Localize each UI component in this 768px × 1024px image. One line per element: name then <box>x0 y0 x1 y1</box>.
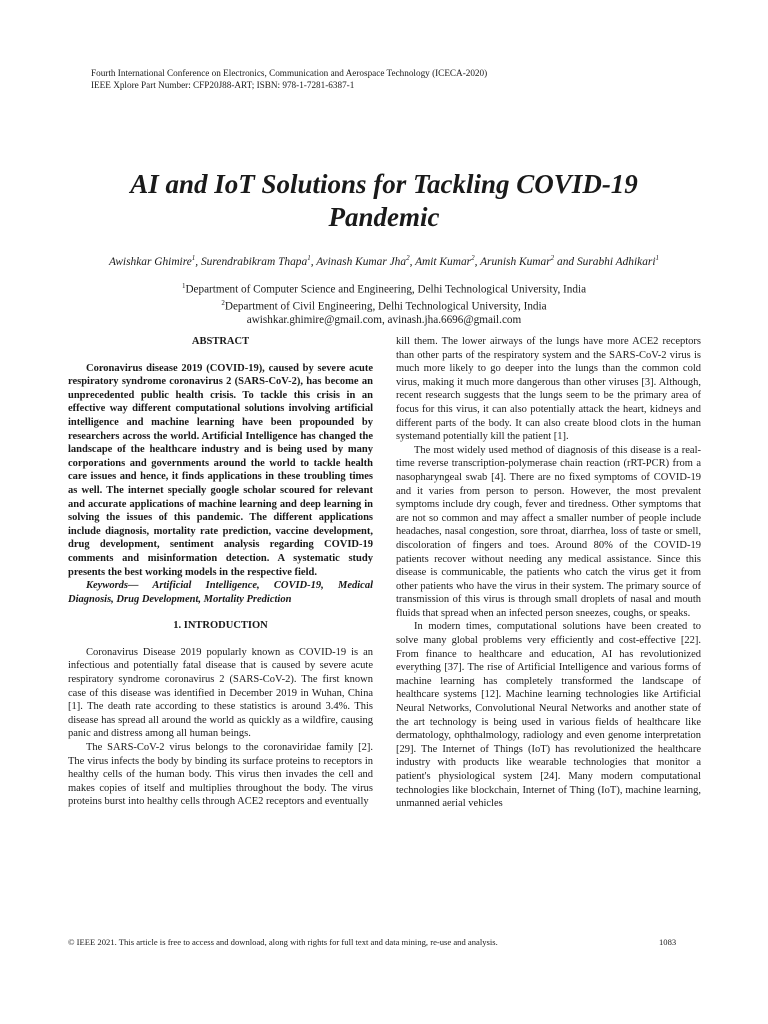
keywords: Keywords— Artificial Intelligence, COVID-19, Medical Diagnosis, Drug Development, Mortality Prediction <box>68 580 373 605</box>
author-separator: , <box>409 255 416 268</box>
page-number: 1083 <box>659 937 677 947</box>
body-paragraph: The most widely used method of diagnosis of this disease is a real-time reverse transcription-polymerase chain reaction (rRT-PCR) from a nasopharyngeal swab [4]. There are no fixed symptoms of COVID-19 and it varies from person to person. However, the most prevalent symptoms include dry cough, fever and tiredness. Other symptoms that are not so common and may affect a smaller number of people include headaches, nasal congestion, sore throat, diarrhea, loss of taste or smell, discoloration of fingers and toes. Around 80% of the COVID-19 patients recover without needing any medical assistance. Since this disease is communicable, the patients who catch the virus get it from other patients who have the virus in their system. The primary source of transmission of this virus is through small droplets of nasal and mouth fluids that spread when an infected person sneezes, coughs, or speaks. <box>396 444 701 619</box>
left-column <box>68 335 373 809</box>
author-affil-mark: 1 <box>655 254 660 262</box>
author-name: Surendrabikram Thapa <box>200 255 308 268</box>
author-affil-mark: 1 <box>191 254 196 262</box>
body-paragraph: In modern times, computational solutions have been created to solve many global problems very efficiently and cost-effective [22]. From finance to healthcare and education, AI has revolutionized everything [37]. The rise of Artificial Intelligence and various forms of machine learning has completely transformed the landscape of healthcare systems [12]. Machine learning technologies like Artificial Neural Networks, Convolutional Neural Networks and another state of the art technology is being used in various fields of healthcare like dermatology, ophthalmology, radiology and even genome interpretation [29]. The Internet of Things (IoT) has revolutionized the healthcare industry with products like wearable technologies that monitor a patient's physiological system [24]. Many modern computational technologies like blockchain, Internet of Thing (IoT), machine learning, unmanned aerial vehicles <box>396 621 701 810</box>
author-name: Awishkar Ghimire <box>108 255 192 268</box>
conference-header <box>91 67 611 91</box>
author-affil-mark: 2 <box>471 254 475 262</box>
author-emails: awishkar.ghimire@gmail.com, avinash.jha.6696@gmail.com <box>246 314 522 327</box>
affiliation-2 <box>60 297 708 314</box>
author-name: Surabhi Adhikari <box>576 255 656 268</box>
intro-paragraph: The SARS-CoV-2 virus belongs to the coronaviridae family [2]. The virus infects the body by binding its surface proteins to receptors in healthy cells of the human body. This virus then invades the cell and makes copies of itself and multiplies throughout the body. The virus proteins burst into healthy cells through ACE2 receptors and eventually <box>68 742 373 808</box>
author-affil-mark: 2 <box>406 254 410 262</box>
author-name: Arunish Kumar <box>480 255 551 268</box>
right-column <box>396 335 701 811</box>
affiliation-text: Department of Computer Science and Engineering, Delhi Technological University, India <box>185 283 587 296</box>
affiliation-mark: 1 <box>181 282 186 290</box>
author-separator: , <box>474 255 481 268</box>
abstract-heading: ABSTRACT <box>191 336 250 347</box>
title-line-1: AI and IoT Solutions for Tackling COVID-19 <box>130 169 638 199</box>
affiliation-mark: 2 <box>221 299 225 308</box>
xplore-isbn: IEEE Xplore Part Number: CFP20J88-ART; ISBN: 978-1-7281-6387-1 <box>91 80 355 90</box>
conference-name: Fourth International Conference on Electronics, Communication and Aerospace Technology (ICECA-2020) <box>91 68 488 78</box>
introduction-heading: 1. INTRODUCTION <box>173 620 268 632</box>
author-affil-mark: 2 <box>550 254 555 262</box>
body-paragraph: kill them. The lower airways of the lungs have more ACE2 receptors than other parts of the respiratory system and the SARS-CoV-2 virus is much more likely to go deeper into the lungs than the common cold virus, making it much more dangerous than other viruses [3]. Although, recent research suggests that the lungs seem to be the primary area of focus for this virus, it can also potentially attack the heart, kidneys and different parts of the body. It can also create blood clots in the human systemand potentially kill the patient [1]. <box>396 336 701 443</box>
copyright-notice: © IEEE 2021. This article is free to access and download, along with rights for full text and data mining, re-use and analysis. <box>68 937 498 947</box>
paper-title <box>60 168 708 234</box>
affiliation-1 <box>60 280 708 297</box>
author-affil-mark: 1 <box>307 254 311 262</box>
author-separator: , <box>195 255 201 268</box>
affiliation-text: Department of Civil Engineering, Delhi Technological University, India <box>224 300 547 313</box>
author-name: Avinash Kumar Jha <box>316 255 407 268</box>
author-name: Amit Kumar <box>415 255 472 268</box>
author-separator: , <box>310 255 317 268</box>
affiliations <box>60 280 708 328</box>
author-separator: and <box>554 255 577 268</box>
author-list <box>30 254 738 268</box>
abstract-body: Coronavirus disease 2019 (COVID-19), caused by severe acute respiratory syndrome coronavirus 2 (SARS-CoV-2), has become an unprecedented public health crisis. To tackle this crisis in an effective way different computational solutions involving artificial intelligence and machine learning have been propounded by researchers across the world. Artificial Intelligence has changed the landscape of the healthcare industry and is being used by many corporations and governments around the world to tackle health care issues and hence, it finds applications in these troubling times as well. The internet specially google scholar scoured for relevant and accurate applications of machine learning and deep learning in solving the issues of this pandemic. The different applications include diagnosis, mortality rate prediction, vaccine development, drug development, sentiment analysis regarding COVID-19 comments and misinformation detection. A systematic study presents the best working models in the respective field. <box>68 362 373 578</box>
title-line-2: Pandemic <box>328 202 440 232</box>
intro-paragraph: Coronavirus Disease 2019 popularly known as COVID-19 is an infectious and potentially fatal disease that is caused by severe acute respiratory syndrome coronavirus 2 (SARS-CoV-2). The first known case of this disease was identified in December 2019 in Wuhan, China [1]. The death rate according to these statistics is around 3.4%. This disease has spread all around the world as quickly as a wildfire, causing panic and distress among all human beings. <box>68 646 373 740</box>
